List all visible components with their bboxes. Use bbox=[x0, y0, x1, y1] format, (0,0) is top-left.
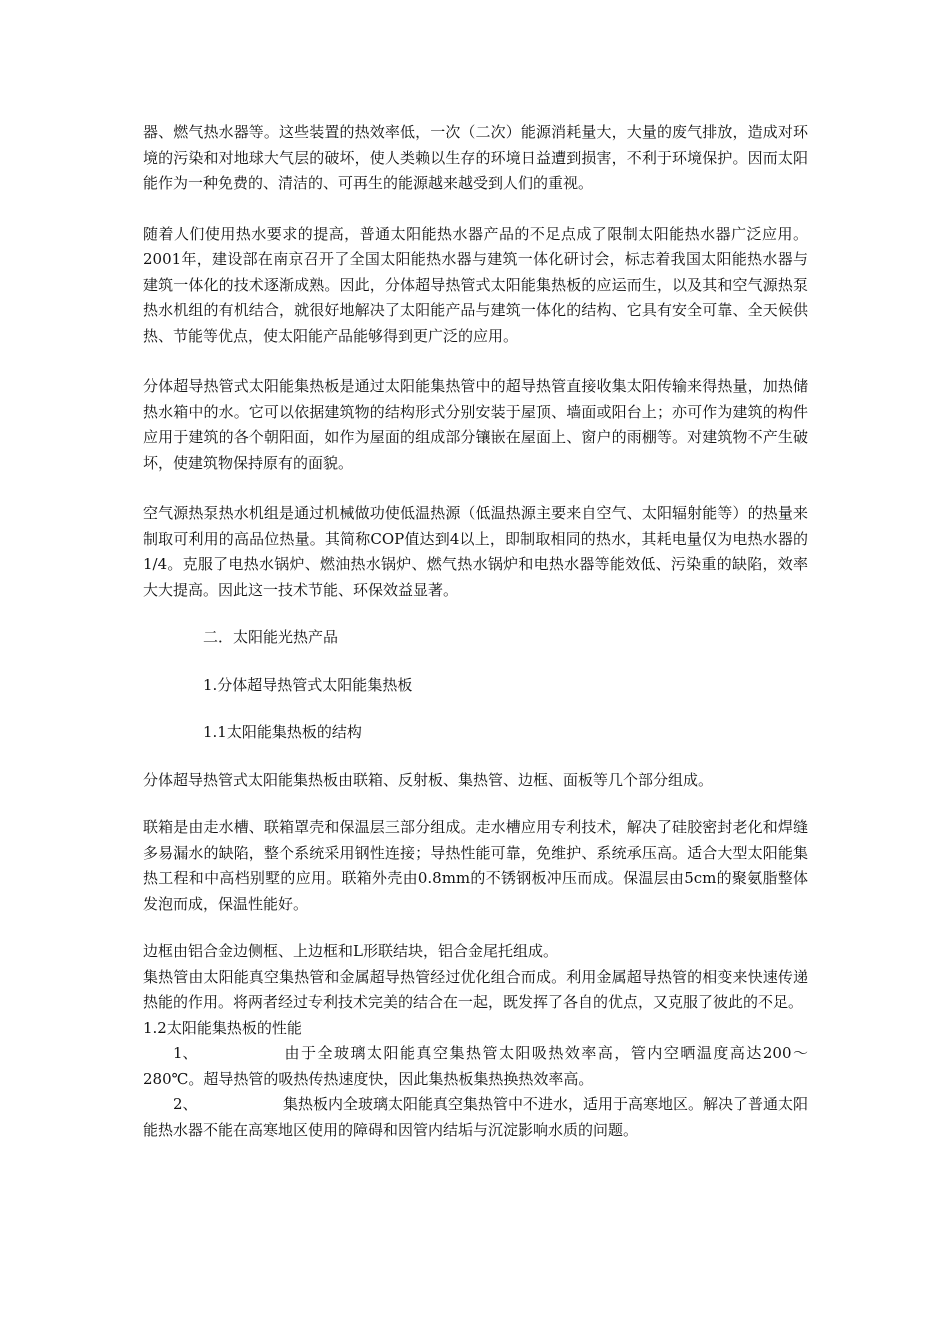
list-item-text: 集热板内全玻璃太阳能真空集热管中不进水，适用于高寒地区。解决了普通太阳能热水器不能在高寒地区使用的障碍和因管内结垢与沉淀影响水质的问题。 bbox=[143, 1095, 809, 1139]
section-heading-solar-products: 二．太阳能光热产品 bbox=[203, 628, 339, 646]
document-page bbox=[143, 120, 808, 1143]
list-item-1 bbox=[143, 1041, 808, 1092]
list-item-text: 由于全玻璃太阳能真空集热管太阳吸热效率高，管内空晒温度高达200～280℃。超导热管的吸热传热速度快，因此集热板集热换热效率高。 bbox=[143, 1044, 808, 1088]
subsection-heading-collector: 1.分体超导热管式太阳能集热板 bbox=[203, 675, 413, 694]
list-item-2 bbox=[143, 1092, 808, 1143]
paragraph-frame: 边框由铝合金边侧框、上边框和L形联结块，铝合金尾托组成。 bbox=[143, 942, 558, 960]
paragraph-intro: 器、燃气热水器等。这些装置的热效率低，一次（二次）能源消耗量大，大量的废气排放，造成对环境的污染和对地球大气层的破坏，使人类赖以生存的环境日益遭到损害，不利于环境保护。因而太阳能作为一种免费的、清洁的、可再生的能源越来越受到人们的重视。 bbox=[143, 123, 808, 192]
paragraph-heat-pump: 空气源热泵热水机组是通过机械做功使低温热源（低温热源主要来自空气、太阳辐射能等）的热量来制取可利用的高品位热量。其简称COP值达到4以上，即制取相同的热水，其耗电量仅为电热水器的1/4。克服了电热水锅炉、燃油热水锅炉、燃气热水锅炉和电热水器等能效低、污染重的缺陷，效率大大提高。因此这一技术节能、环保效益显著。 bbox=[143, 504, 808, 599]
paragraph-header-box: 联箱是由走水槽、联箱罩壳和保温层三部分组成。走水槽应用专利技术，解决了硅胶密封老化和焊缝多易漏水的缺陷，整个系统采用钢性连接；导热性能可靠，免维护、系统承压高。适合大型太阳能集热工程和中高档别墅的应用。联箱外壳由0.8mm的不锈钢板冲压而成。保温层由5cm的聚氨脂整体发泡而成，保温性能好。 bbox=[143, 818, 808, 913]
paragraph-collector-overview: 分体超导热管式太阳能集热板是通过太阳能集热管中的超导热管直接收集太阳传输来得热量，加热储热水箱中的水。它可以依据建筑物的结构形式分别安装于屋顶、墙面或阳台上；亦可作为建筑的构件应用于建筑的各个朝阳面，如作为屋面的组成部分镶嵌在屋面上、窗户的雨棚等。对建筑物不产生破坏，使建筑物保持原有的面貌。 bbox=[143, 377, 808, 472]
list-item-number: 2、 bbox=[173, 1095, 198, 1113]
subsection-heading-structure: 1.1太阳能集热板的结构 bbox=[203, 723, 362, 741]
subsection-heading-performance: 1.2太阳能集热板的性能 bbox=[143, 1018, 302, 1037]
paragraph-development: 随着人们使用热水要求的提高，普通太阳能热水器产品的不足点成了限制太阳能热水器广泛应用。2001年，建设部在南京召开了全国太阳能热水器与建筑一体化研讨会，标志着我国太阳能热水器与建筑一体化的技术逐渐成熟。因此，分体超导热管式太阳能集热板的应运而生，以及其和空气源热泵热水机组的有机结合，就很好地解决了太阳能产品与建筑一体化的结构、它具有安全可靠、全天候供热、节能等优点，使太阳能产品能够得到更广泛的应用。 bbox=[143, 224, 808, 345]
paragraph-collector-tube: 集热管由太阳能真空集热管和金属超导热管经过优化组合而成。利用金属超导热管的相变来快速传递热能的作用。将两者经过专利技术完美的结合在一起，既发挥了各自的优点，又克服了彼此的不足。 bbox=[143, 967, 808, 1011]
paragraph-components: 分体超导热管式太阳能集热板由联箱、反射板、集热管、边框、面板等几个部分组成。 bbox=[143, 770, 714, 789]
list-item-number: 1、 bbox=[173, 1044, 198, 1062]
